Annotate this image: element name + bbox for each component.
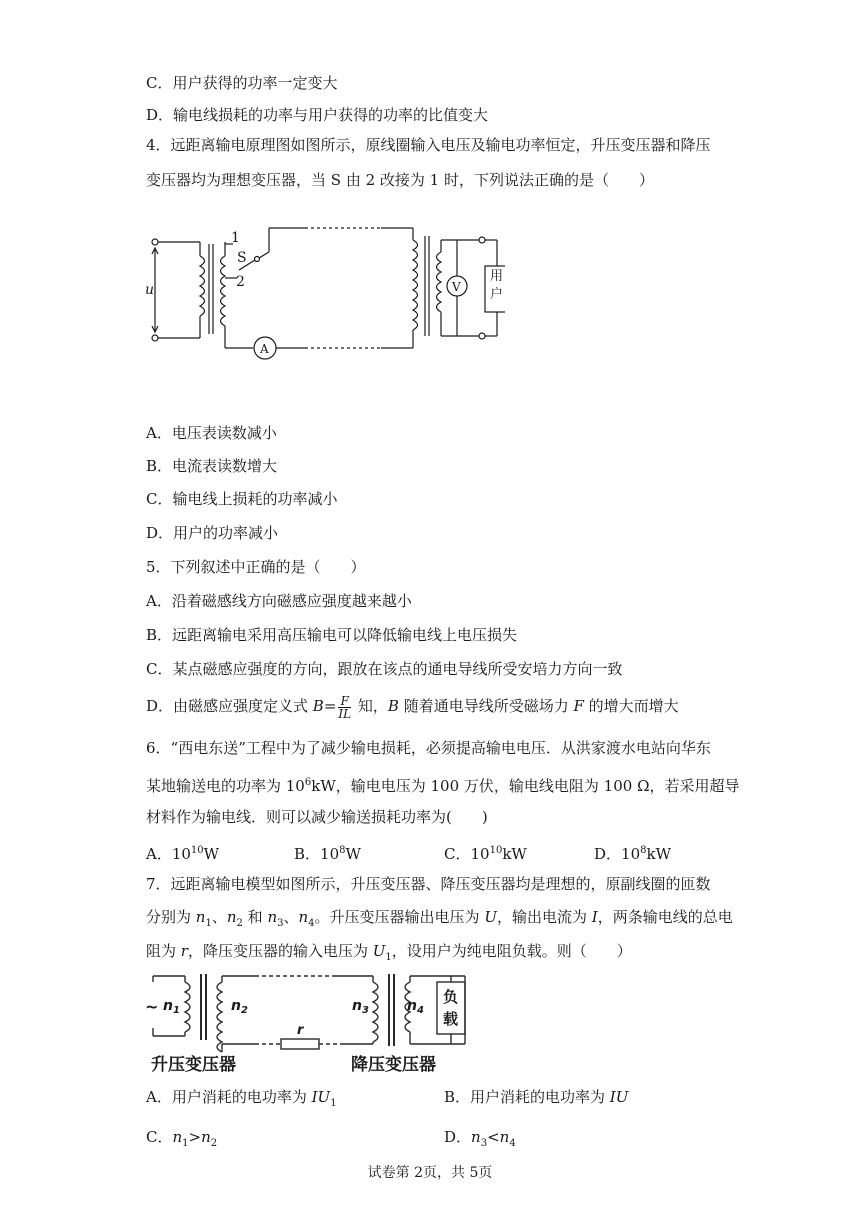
prev-option-c: C．用户获得的功率一定变大 — [146, 74, 338, 92]
q7-line3: 阻为 r，降压变压器的输入电压为 $U_1$，设用户为纯电阻负载。则（ ） — [146, 942, 632, 963]
prev-option-d: D．输电线损耗的功率与用户获得的功率的比值变大 — [146, 106, 489, 124]
fraction-f-over-il: $\frac{F}{IL}$ — [338, 693, 352, 721]
label-1: 1 — [231, 230, 240, 246]
user-label: 用户 — [490, 269, 504, 302]
q4-stem-line1: 4．远距离输电原理图如图所示，原线圈输入电压及输电功率恒定，升压变压器和降压 — [146, 136, 711, 154]
n3-label: $n_3$ — [352, 998, 369, 1016]
n1-label: $n_1$ — [163, 998, 180, 1016]
q5-option-d: D．由磁感应强度定义式 B= $\frac{F}{IL}$ 知，B 随着通电导线所受磁场力 F 的增大而增大 — [146, 693, 679, 721]
voltmeter-label: V — [452, 280, 461, 294]
q4-option-d: D．用户的功率减小 — [146, 524, 279, 542]
q4-option-c: C．输电线上损耗的功率减小 — [146, 490, 338, 508]
q6-option-c: C．$10^{10}kW$ — [444, 845, 527, 863]
q7-option-a: A．用户消耗的电功率为 $IU_1$ — [146, 1088, 337, 1109]
q7-option-b: B．用户消耗的电功率为 IU — [444, 1088, 629, 1106]
q6-line3: 材料作为输电线．则可以减少输送损耗功率为( ) — [146, 808, 488, 826]
q6-line1: 6．“西电东送”工程中为了减少输电损耗，必须提高输电电压．从洪家渡水电站向华东 — [146, 739, 711, 757]
q7-transmission-diagram — [145, 968, 480, 1078]
q7-option-d: D．$n_3<n_4$ — [444, 1128, 516, 1149]
step-down-label: 降压变压器 — [351, 1055, 436, 1075]
label-u: u — [145, 282, 155, 298]
q4-circuit-diagram — [145, 222, 505, 372]
q6-line2: 某地输送电的功率为 $10^6kW$，输电电压为 100 万伏，输电线电阻为 100 Ω，若采用超导 — [146, 777, 740, 795]
q6-option-d: D．$10^8kW$ — [594, 845, 672, 863]
q5-option-b: B．远距离输电采用高压输电可以降低输电线上电压损失 — [146, 626, 518, 644]
q5-option-c: C．某点磁感应强度的方向，跟放在该点的通电导线所受安培力方向一致 — [146, 660, 623, 678]
load-label-2: 载 — [443, 1010, 459, 1028]
ammeter-label: A — [260, 342, 269, 356]
label-s: S — [237, 250, 247, 266]
q7-line1: 7．远距离输电模型如图所示，升压变压器、降压变压器均是理想的，原副线圈的匝数 — [146, 875, 711, 893]
r-label: r — [297, 1023, 304, 1038]
q5-option-a: A．沿着磁感线方向磁感应强度越来越小 — [146, 592, 412, 610]
n4-label: $n_4$ — [407, 998, 424, 1016]
label-2: 2 — [236, 274, 245, 290]
q6-option-a: A．$10^{10}W$ — [146, 845, 220, 863]
q6-option-b: B．$10^8W$ — [294, 845, 361, 863]
q7-line2: 分别为 $n_1$、$n_2$ 和 $n_3$、$n_4$。升压变压器输出电压为 U，输出电流为 I，两条输电线的总电 — [146, 908, 733, 929]
page-footer: 试卷第 2页，共 5页 — [367, 1165, 493, 1181]
n2-label: $n_2$ — [231, 998, 248, 1016]
q4-stem-line2: 变压器均为理想变压器，当 S 由 2 改接为 1 时，下列说法正确的是（ ） — [146, 171, 654, 189]
q4-option-b: B．电流表读数增大 — [146, 457, 278, 475]
q5-stem: 5．下列叙述中正确的是（ ） — [146, 558, 366, 576]
load-label-1: 负 — [443, 988, 459, 1006]
ac-source-symbol: ~ — [145, 997, 159, 1016]
step-up-label: 升压变压器 — [151, 1055, 236, 1075]
q4-option-a: A．电压表读数减小 — [146, 424, 277, 442]
q7-option-c: C．$n_1>n_2$ — [146, 1128, 218, 1149]
